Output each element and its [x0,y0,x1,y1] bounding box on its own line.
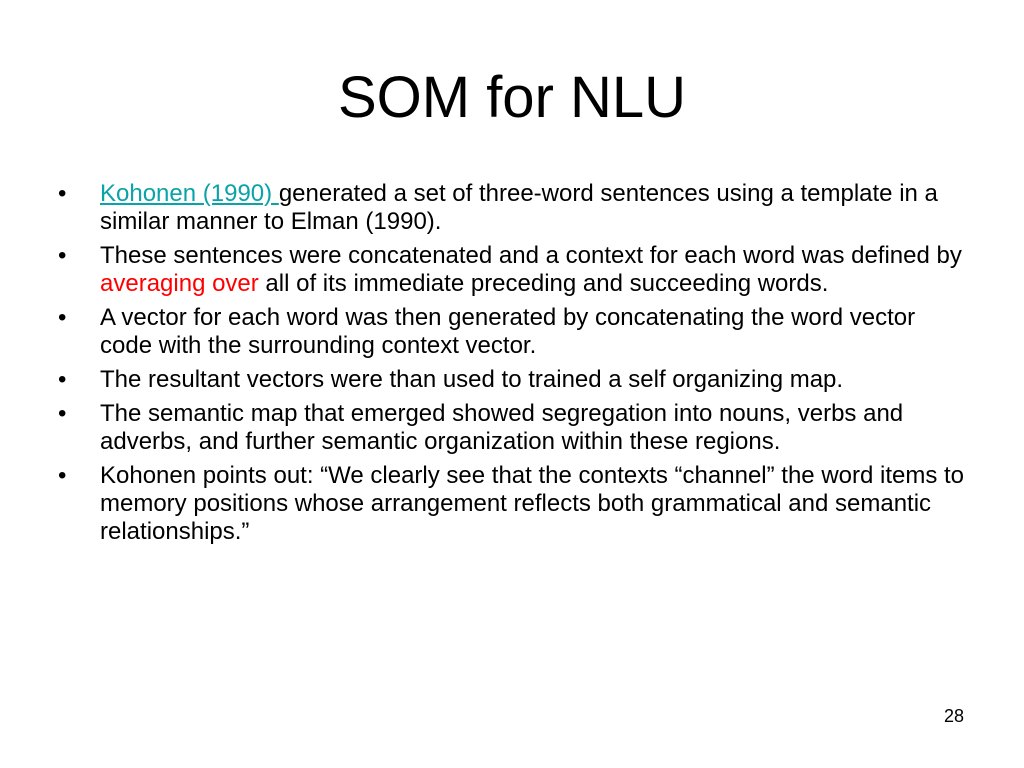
bullet-dot: • [58,400,67,427]
bullet-item [56,400,966,456]
bullet-text: all of its immediate preceding and succeeding words. [258,270,829,297]
bullet-item [56,366,966,394]
bullet-item [56,242,966,298]
bullet-text: The semantic map that emerged showed segregation into nouns, verbs and adverbs, and further semantic organization within these regions. [100,400,904,455]
bullet-text: These sentences were concatenated and a context for each word was defined by [100,242,962,269]
bullet-dot: • [58,366,67,393]
bullet-item [56,180,966,236]
kohonen-citation-link[interactable]: Kohonen (1990) [100,180,279,207]
bullet-item [56,462,966,546]
bullet-text: A vector for each word was then generated by concatenating the word vector code with the surrounding context vector. [100,304,916,359]
highlighted-phrase: averaging over [100,270,259,297]
bullet-dot: • [58,180,67,207]
slide-title: SOM for NLU [337,65,687,130]
bullet-text: generated a set of three-word sentences using a template in a similar manner to Elman (1990). [100,180,938,235]
bullet-dot: • [58,462,67,489]
bullet-text: The resultant vectors were than used to trained a self organizing map. [100,366,844,393]
bullet-dot: • [58,242,67,269]
bullet-item [56,304,966,360]
bullet-text: Kohonen points out: “We clearly see that the contexts “channel” the word items to memory positions whose arrangement reflects both grammatical and semantic relationships.” [100,462,965,545]
bullet-list [56,180,966,552]
bullet-dot: • [58,304,67,331]
page-number: 28 [943,706,964,726]
